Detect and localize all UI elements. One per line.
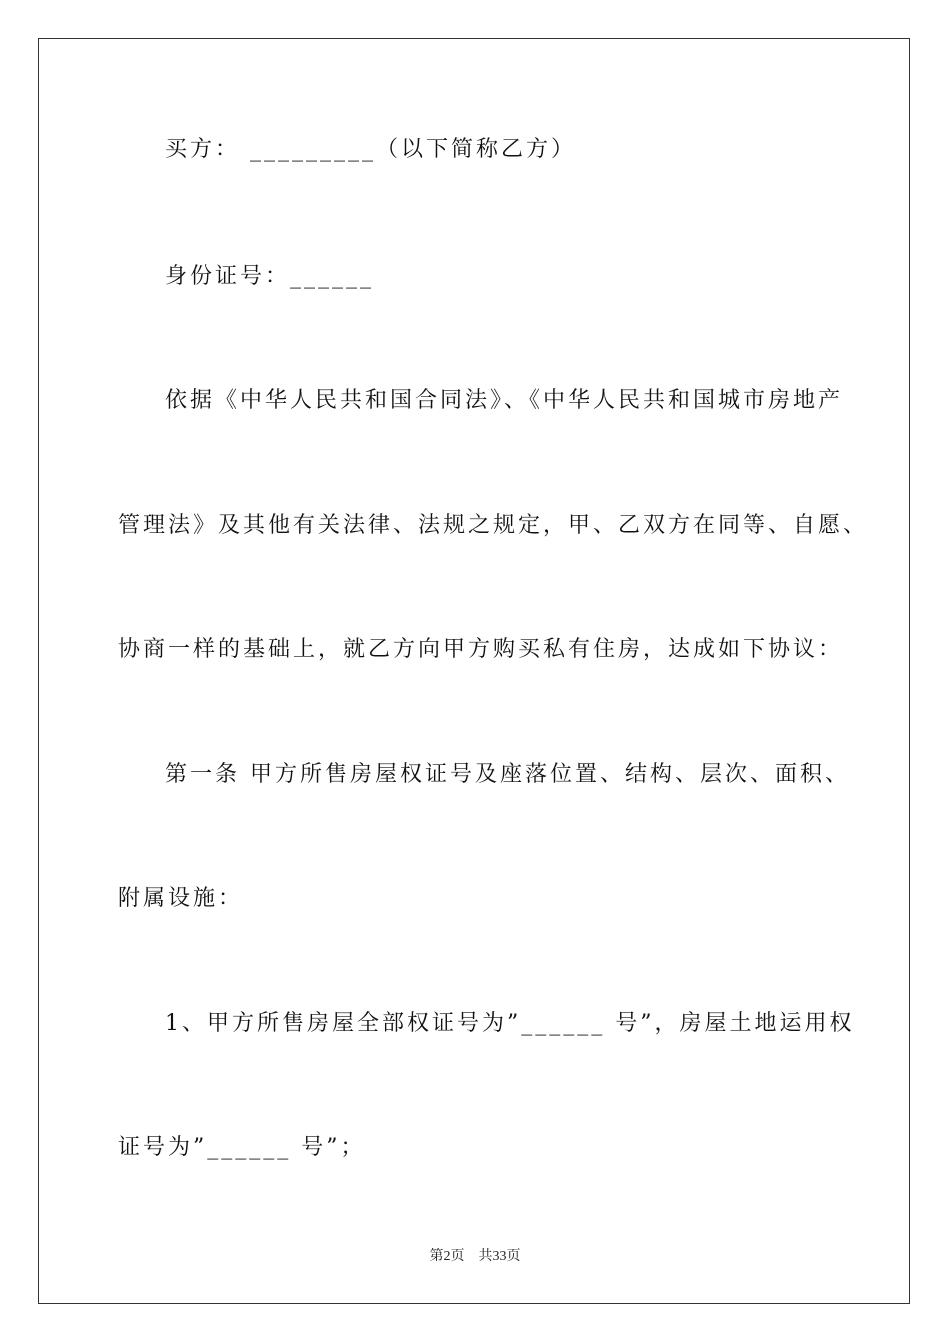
total-pages: 共33页 [478,1249,521,1264]
paragraph-line: 协商一样的基础上，就乙方向甲方购买私有住房，达成如下协议： [118,637,844,662]
article-one-heading: 第一条 甲方所售房屋权证号及座落位置、结构、层次、面积、 [165,762,850,787]
page-footer [0,1247,950,1267]
id-number-line: 身份证号：______ [165,264,375,289]
clause-line: 1、甲方所售房屋全部权证号为”______ 号”，房屋土地运用权 [165,1011,855,1036]
paragraph-line: 管理法》及其他有关法律、法规之规定，甲、乙双方在同等、自愿、 [118,513,869,538]
buyer-line: 买方： _________（以下简称乙方） [165,137,576,162]
clause-line: 证号为”______ 号”； [118,1135,366,1160]
paragraph-line: 附属设施： [118,886,244,911]
paragraph-line: 依据《中华人民共和国合同法》、《中华人民共和国城市房地产 [165,388,844,413]
page-number: 第2页 [429,1249,465,1264]
page-border [38,38,910,1304]
